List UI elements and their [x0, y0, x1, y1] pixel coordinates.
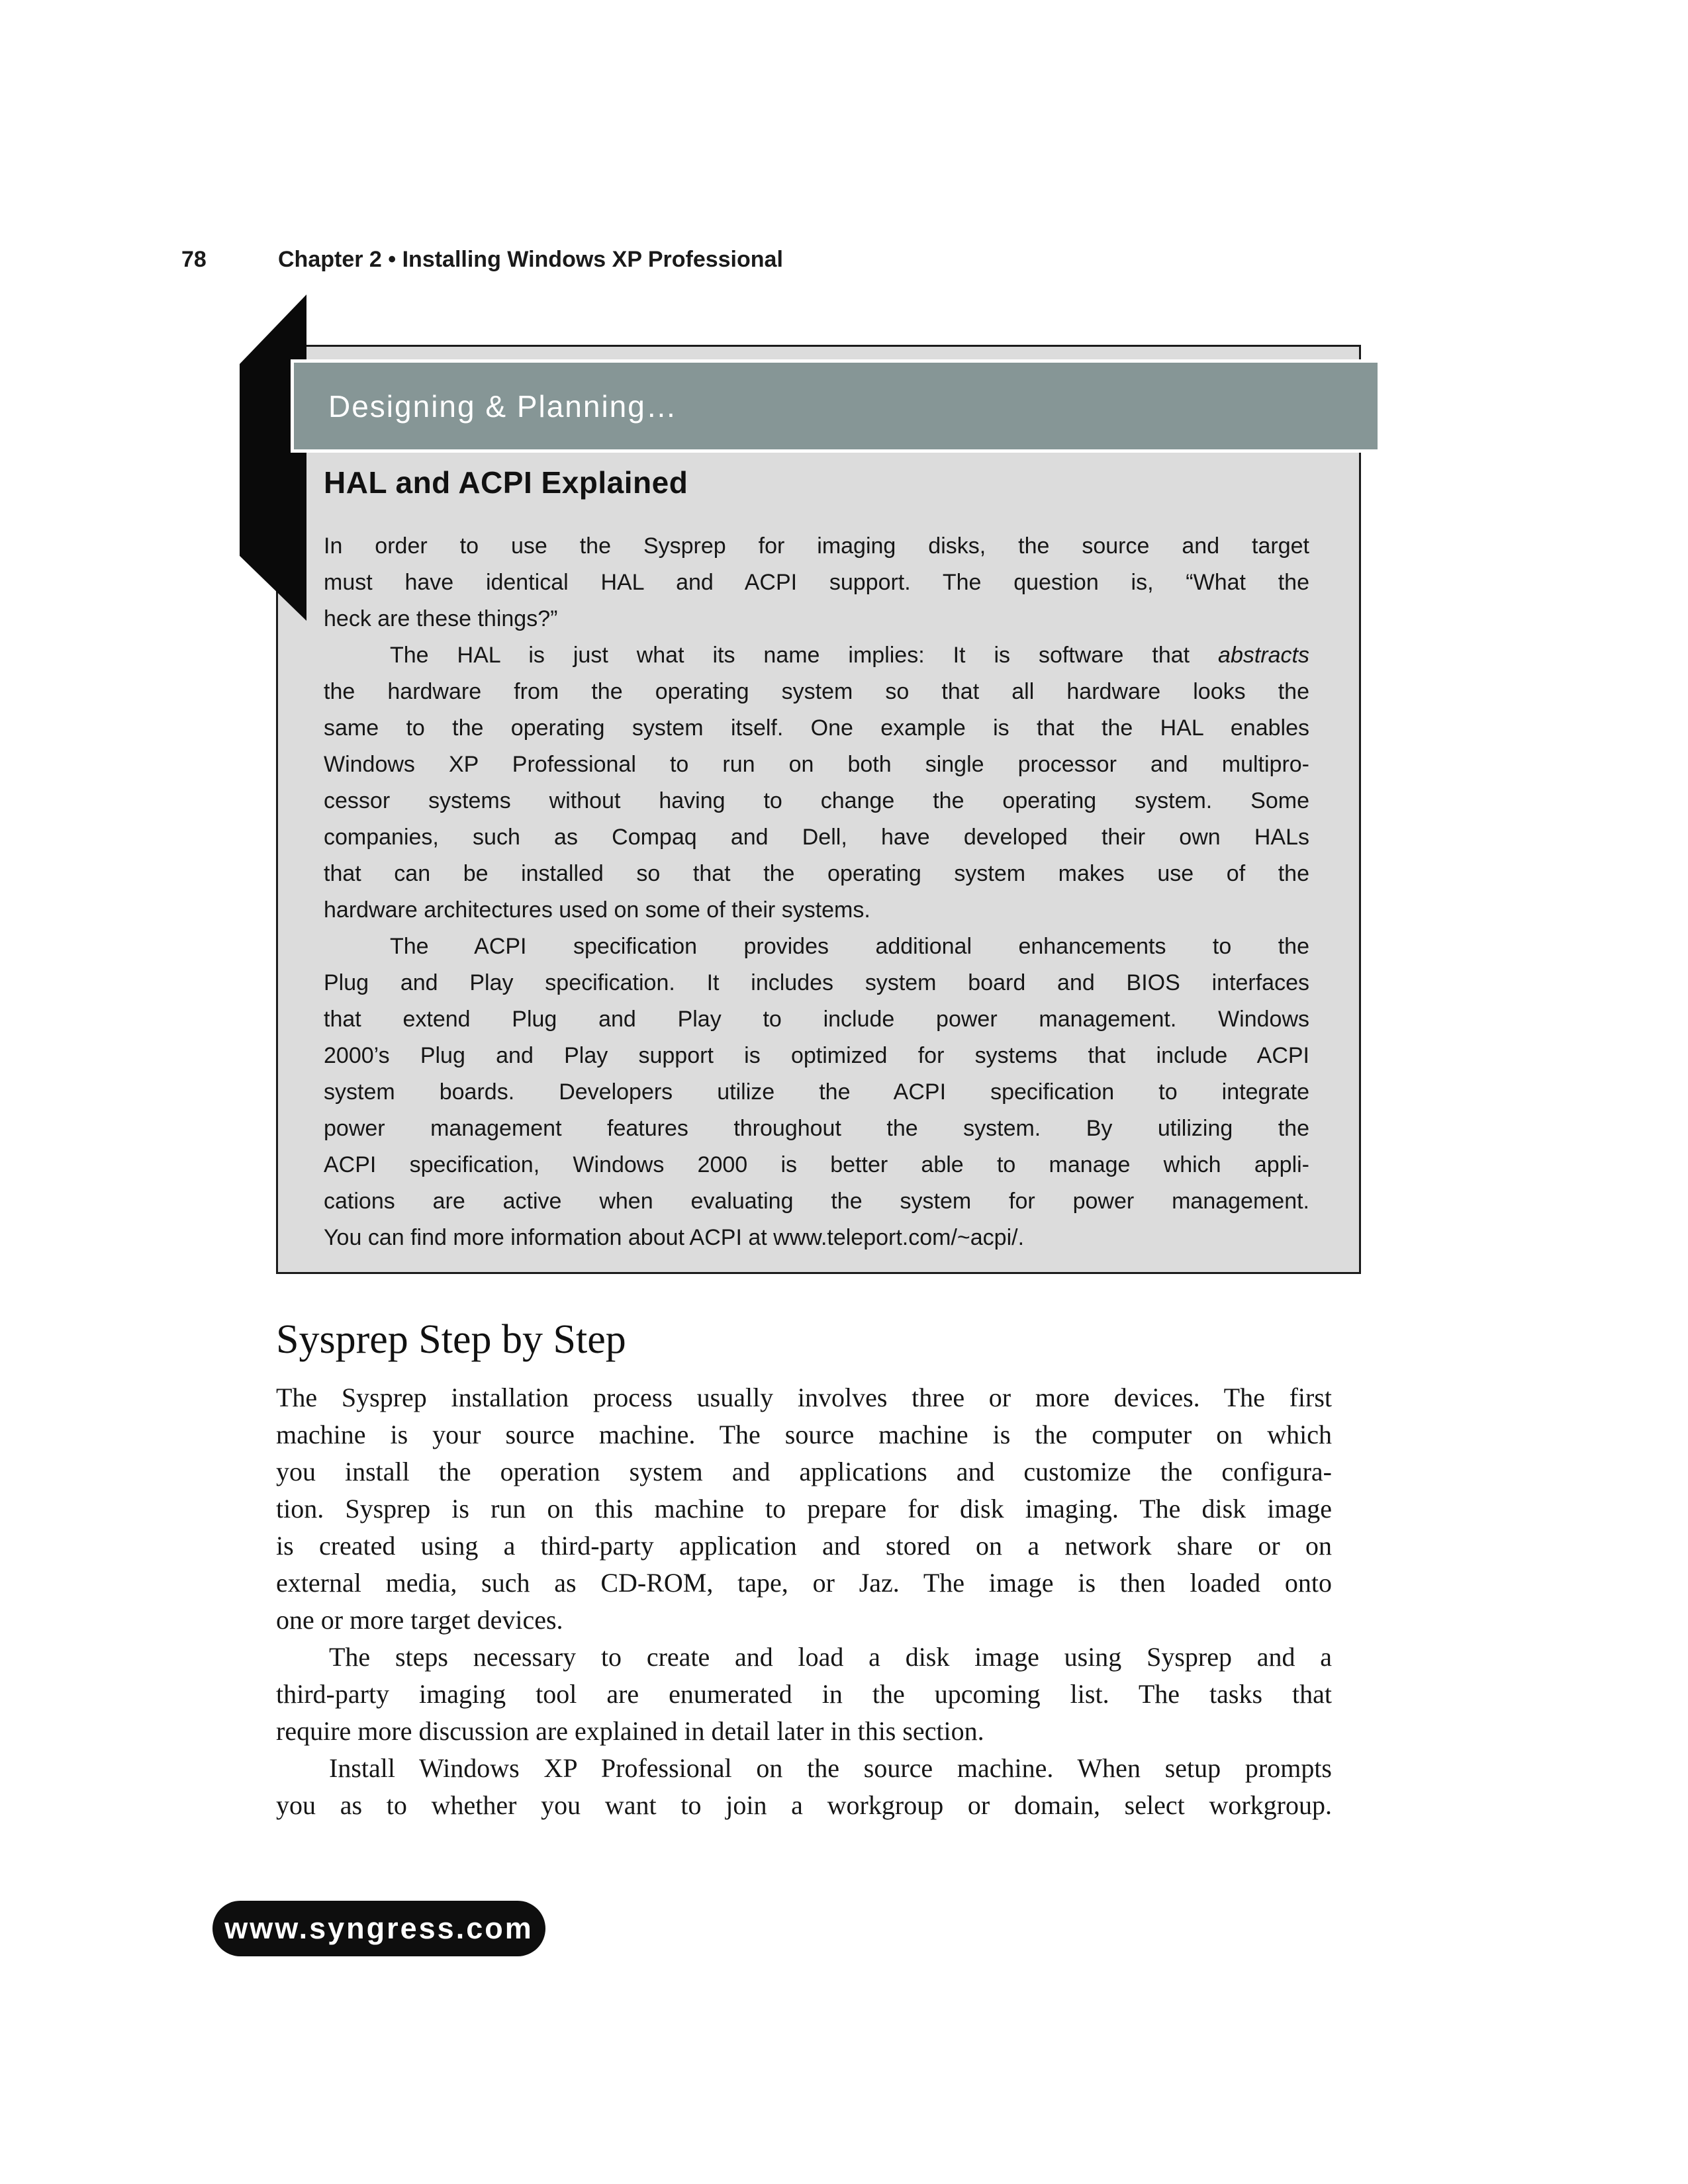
section-body-text	[276, 1379, 1332, 1824]
bookmark-arrow-icon	[240, 295, 306, 621]
text-line: the hardware from the operating system so that all hardware looks the	[324, 679, 1309, 704]
text-line: require more discussion are explained in detail later in this section.	[276, 1716, 984, 1746]
text-line: heck are these things?”	[324, 606, 558, 631]
text-line: you install the operation system and applications and customize the configura-	[276, 1457, 1332, 1486]
text-line: external media, such as CD-ROM, tape, or Jaz. The image is then loaded onto	[276, 1568, 1332, 1598]
text-line: you as to whether you want to join a workgroup or domain, select workgroup.	[276, 1790, 1332, 1820]
text-line: same to the operating system itself. One example is that the HAL enables	[324, 715, 1309, 741]
sidebar-band	[291, 359, 1381, 453]
text-line: is created using a third-party application and stored on a network share or on	[276, 1531, 1332, 1561]
text-line: The ACPI specification provides additional enhancements to the	[390, 934, 1309, 959]
text-line: The Sysprep installation process usually involves three or more devices. The first	[276, 1383, 1332, 1412]
text-line: cessor systems without having to change the operating system. Some	[324, 788, 1309, 813]
text-line: machine is your source machine. The source machine is the computer on which	[276, 1420, 1332, 1449]
text-line: 2000’s Plug and Play support is optimized for systems that include ACPI	[324, 1043, 1309, 1068]
footer-url: www.syngress.com	[224, 1911, 534, 1945]
text-line: hardware architectures used on some of their systems.	[324, 897, 870, 923]
text-line: The steps necessary to create and load a disk image using Sysprep and a	[329, 1642, 1332, 1672]
footer-url-badge	[212, 1901, 545, 1956]
sidebar-body-text	[324, 528, 1309, 1256]
text-line: In order to use the Sysprep for imaging disks, the source and target	[324, 533, 1309, 559]
text-line: that can be installed so that the operating system makes use of the	[324, 861, 1309, 886]
text-line: must have identical HAL and ACPI support. The question is, “What the	[324, 570, 1309, 595]
text-line: one or more target devices.	[276, 1605, 563, 1635]
text-line: that extend Plug and Play to include power management. Windows	[324, 1007, 1309, 1032]
sidebar-band-title: Designing & Planning…	[328, 388, 678, 424]
running-header: Chapter 2 • Installing Windows XP Professional	[278, 247, 783, 272]
text-line: third-party imaging tool are enumerated in the upcoming list. The tasks that	[276, 1679, 1332, 1709]
text-line: The HAL is just what its name implies: It is software that abstracts	[390, 643, 1309, 668]
text-line: tion. Sysprep is run on this machine to prepare for disk imaging. The disk image	[276, 1494, 1332, 1524]
text-line: ACPI specification, Windows 2000 is better able to manage which appli-	[324, 1152, 1309, 1177]
text-line: Plug and Play specification. It includes system board and BIOS interfaces	[324, 970, 1309, 995]
text-line: system boards. Developers utilize the ACPI specification to integrate	[324, 1079, 1309, 1105]
text-line: cations are active when evaluating the system for power management.	[324, 1189, 1309, 1214]
text-line: Windows XP Professional to run on both single processor and multipro-	[324, 752, 1309, 777]
section-heading: Sysprep Step by Step	[276, 1317, 626, 1362]
sidebar-heading: HAL and ACPI Explained	[324, 465, 688, 500]
text-line: Install Windows XP Professional on the source machine. When setup prompts	[329, 1753, 1332, 1783]
page-number: 78	[181, 247, 207, 272]
text-line: You can find more information about ACPI at www.teleport.com/~acpi/.	[324, 1225, 1025, 1250]
text-line: power management features throughout the system. By utilizing the	[324, 1116, 1309, 1141]
text-line: companies, such as Compaq and Dell, have developed their own HALs	[324, 825, 1309, 850]
